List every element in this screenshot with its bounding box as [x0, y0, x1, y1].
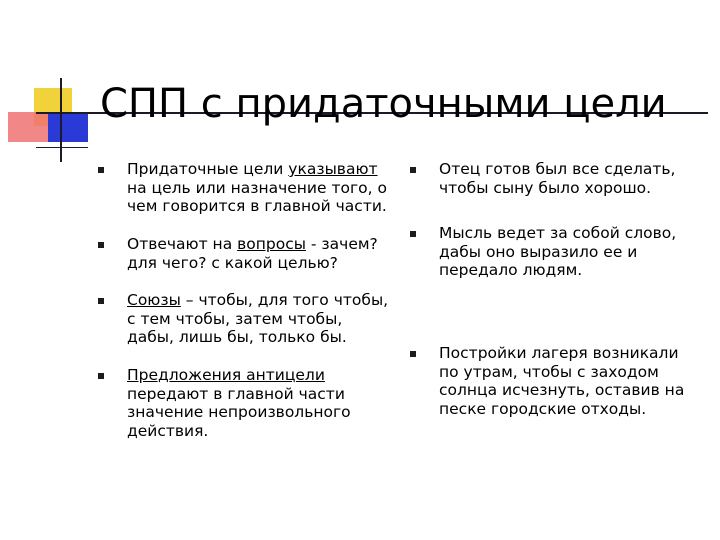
square-bullet-icon: [98, 242, 104, 248]
underlined-term: вопросы: [237, 235, 306, 253]
square-bullet-icon: [98, 373, 104, 379]
underlined-term: Союзы: [127, 291, 181, 309]
list-item-text: Придаточные цели указывают на цель или назначение того, о чем говорится в главной части.: [127, 160, 387, 216]
example-text: Мысль ведет за собой слово, дабы оно выразило ее и передало людям.: [439, 224, 677, 280]
example-text: Постройки лагеря возникали по утрам, чтобы с заходом солнца исчезнуть, оставив на песке городские отходы.: [439, 344, 685, 418]
decor-blue-square: [48, 112, 88, 142]
underlined-term: Предложения антицели: [127, 366, 325, 384]
square-bullet-icon: [410, 231, 416, 237]
list-item-text: Союзы – чтобы, для того чтобы, с тем чтобы, затем чтобы, дабы, лишь бы, только бы.: [127, 291, 389, 347]
square-bullet-icon: [410, 167, 416, 173]
slide-title: СПП с придаточными цели: [100, 81, 667, 127]
decor-title-underline: [36, 147, 88, 148]
square-bullet-icon: [98, 167, 104, 173]
underlined-term: указывают: [288, 160, 378, 178]
list-item-text: Предложения антицели передают в главной части значение непроизвольного действия.: [127, 366, 351, 440]
decor-vertical-line: [60, 78, 62, 162]
square-bullet-icon: [98, 298, 104, 304]
example-text: Отец готов был все сделать, чтобы сыну было хорошо.: [439, 160, 676, 197]
list-item-text: Отвечают на вопросы - зачем? для чего? с какой целью?: [127, 235, 378, 272]
square-bullet-icon: [410, 351, 416, 357]
